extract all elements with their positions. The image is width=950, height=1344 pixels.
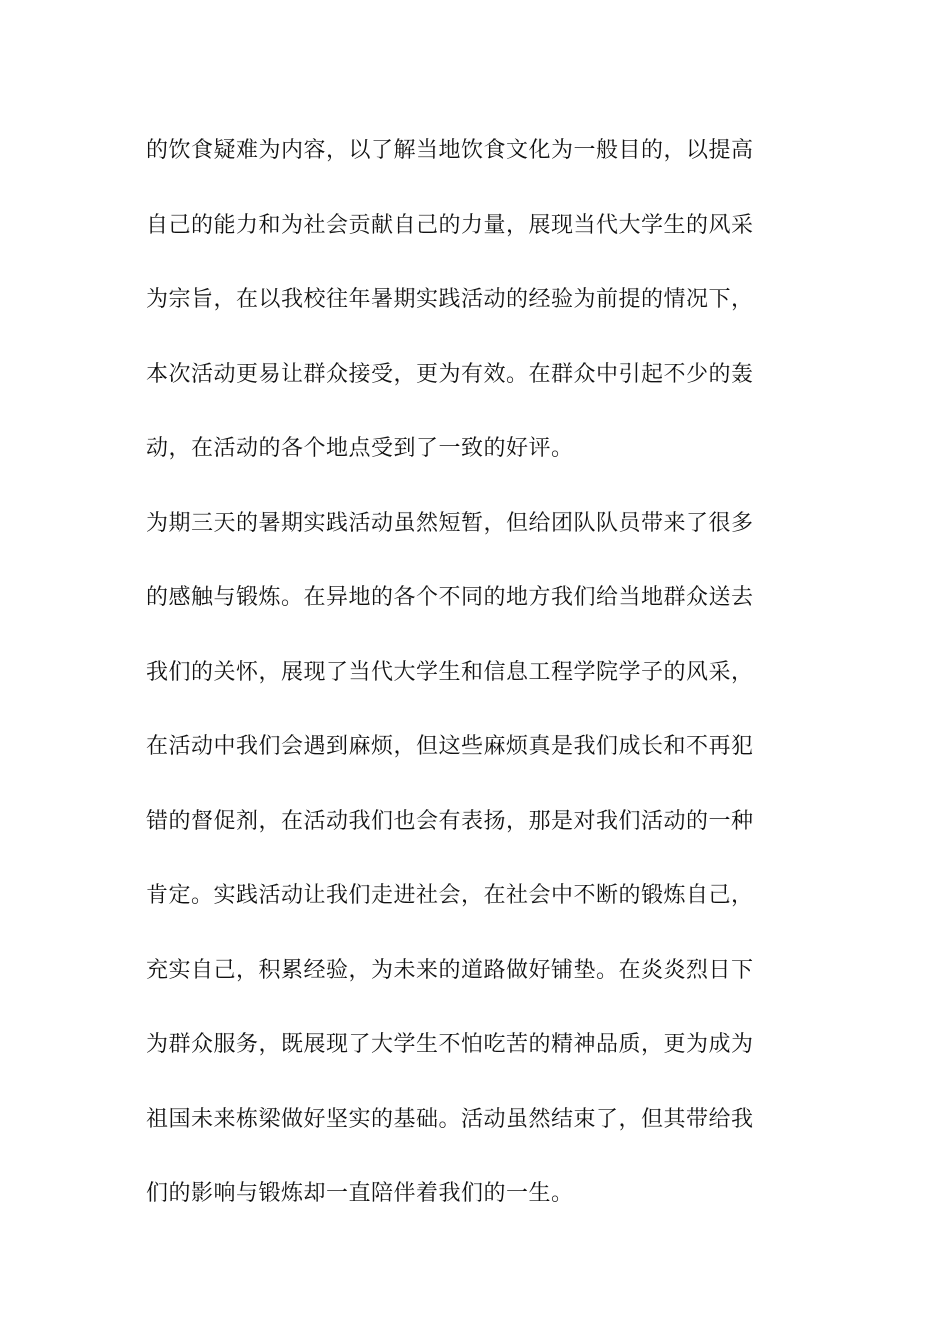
text-line: 本次活动更易让群众接受，更为有效。在群众中引起不少的轰 xyxy=(146,361,754,387)
document-body xyxy=(146,128,810,1246)
text-line: 为宗旨，在以我校往年暑期实践活动的经验为前提的情况下， xyxy=(146,287,754,312)
text-line: 充实自己，积累经验，为未来的道路做好铺垫。在炎炎烈日下 xyxy=(146,957,754,983)
text-line: 自己的能力和为社会贡献自己的力量，展现当代大学生的风采 xyxy=(146,212,754,238)
text-line: 我们的关怀，展现了当代大学生和信息工程学院学子的风采， xyxy=(146,659,754,685)
text-line: 肯定。实践活动让我们走进社会，在社会中不断的锻炼自己， xyxy=(146,883,754,908)
text-line: 为群众服务，既展现了大学生不怕吃苦的精神品质，更为成为 xyxy=(146,1032,754,1057)
text-line: 的饮食疑难为内容，以了解当地饮食文化为一般目的，以提高 xyxy=(146,138,754,163)
text-line: 们的影响与锻炼却一直陪伴着我们的一生。 xyxy=(146,1181,574,1206)
text-line: 祖国未来栋梁做好坚实的基础。活动虽然结束了，但其带给我 xyxy=(146,1106,754,1132)
text-line: 的感触与锻炼。在异地的各个不同的地方我们给当地群众送去 xyxy=(146,585,754,610)
text-line: 错的督促剂，在活动我们也会有表扬，那是对我们活动的一种 xyxy=(146,808,754,834)
text-line: 动，在活动的各个地点受到了一致的好评。 xyxy=(146,436,574,461)
text-line: 为期三天的暑期实践活动虽然短暂，但给团队队员带来了很多 xyxy=(146,510,754,536)
text-line: 在活动中我们会遇到麻烦，但这些麻烦真是我们成长和不再犯 xyxy=(146,734,754,759)
